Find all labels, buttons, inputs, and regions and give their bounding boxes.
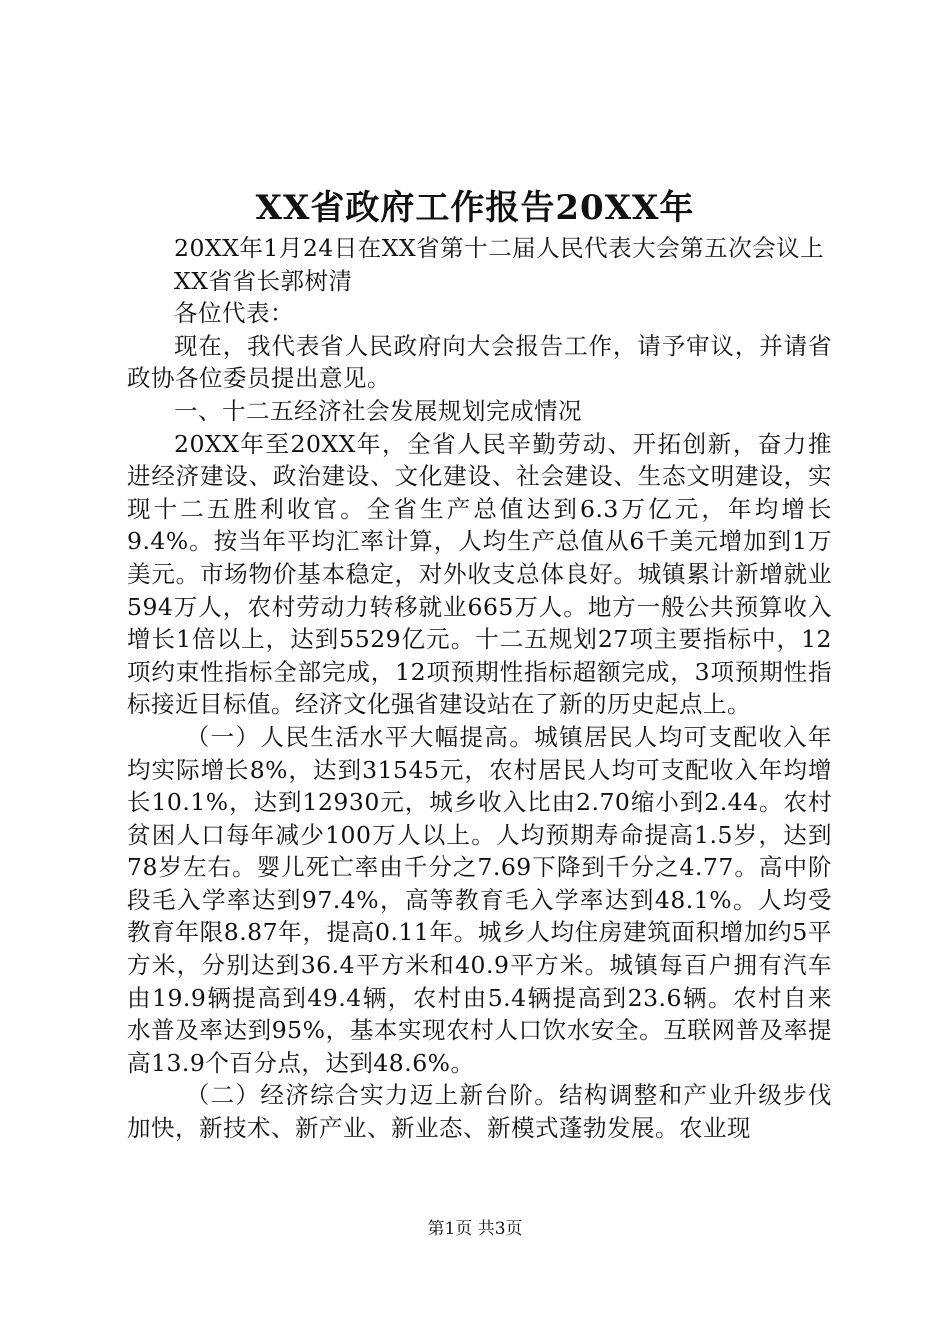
section-heading: 一、十二五经济社会发展规划完成情况 — [174, 396, 582, 425]
opening-paragraph: 现在，我代表省人民政府向大会报告工作，请予审议，并请省政协各位委员提出意见。 — [127, 331, 832, 393]
document-title: XX省政府工作报告20XX年 — [255, 188, 695, 228]
summary-paragraph: 20XX年至20XX年，全省人民辛勤劳动、开拓创新，奋力推进经济建设、政治建设、文化建设、社会建设、生态文明建设，实现十二五胜利收官。全省生产总值达到6.3万亿元，年均增长9.4%。按当年平均汇率计算，人均生产总值从6千美元增加到1万美元。市场物价基本稳定，对外收支总体良好。城镇累计新增就业594万人，农村劳动力转移就业665万人。地方一般公共预算收入增长1倍以上，达到5529亿元。十二五规划27项主要指标中，12项约束性指标全部完成，12项预期性指标超额完成，3项预期性指标接近目标值。经济文化强省建设站在了新的历史起点上。 — [127, 429, 832, 719]
document-body — [127, 232, 832, 1145]
meeting-line: 20XX年1月24日在XX省第十二届人民代表大会第五次会议上 — [174, 234, 825, 262]
page-footer: 第1页 共3页 — [427, 1219, 523, 1239]
economic-strength-paragraph: （二）经济综合实力迈上新台阶。结构调整和产业升级步伐加快，新技术、新产业、新业态、新模式蓬勃发展。农业现 — [127, 1081, 832, 1143]
living-standards-paragraph: （一）人民生活水平大幅提高。城镇居民人均可支配收入年均实际增长8%，达到31545元，农村居民人均可支配收入年均增长10.1%，达到12930元，城乡收入比由2.70缩小到2.44。农村贫困人口每年减少100万人以上。人均预期寿命提高1.5岁，达到78岁左右。婴儿死亡率由千分之7.69下降到千分之4.77。高中阶段毛入学率达到97.4%，高等教育毛入学率达到48.1%。人均受教育年限8.87年，提高0.11年。城乡人均住房建筑面积增加约5平方米，分别达到36.4平方米和40.9平方米。城镇每百户拥有汽车由19.9辆提高到49.4辆，农村由5.4辆提高到23.6辆。农村自来水普及率达到95%，基本实现农村人口饮水安全。互联网普及率提高13.9个百分点，达到48.6%。 — [127, 722, 832, 1077]
speaker-line: XX省省长郭树清 — [174, 266, 353, 295]
salutation: 各位代表： — [174, 299, 294, 328]
